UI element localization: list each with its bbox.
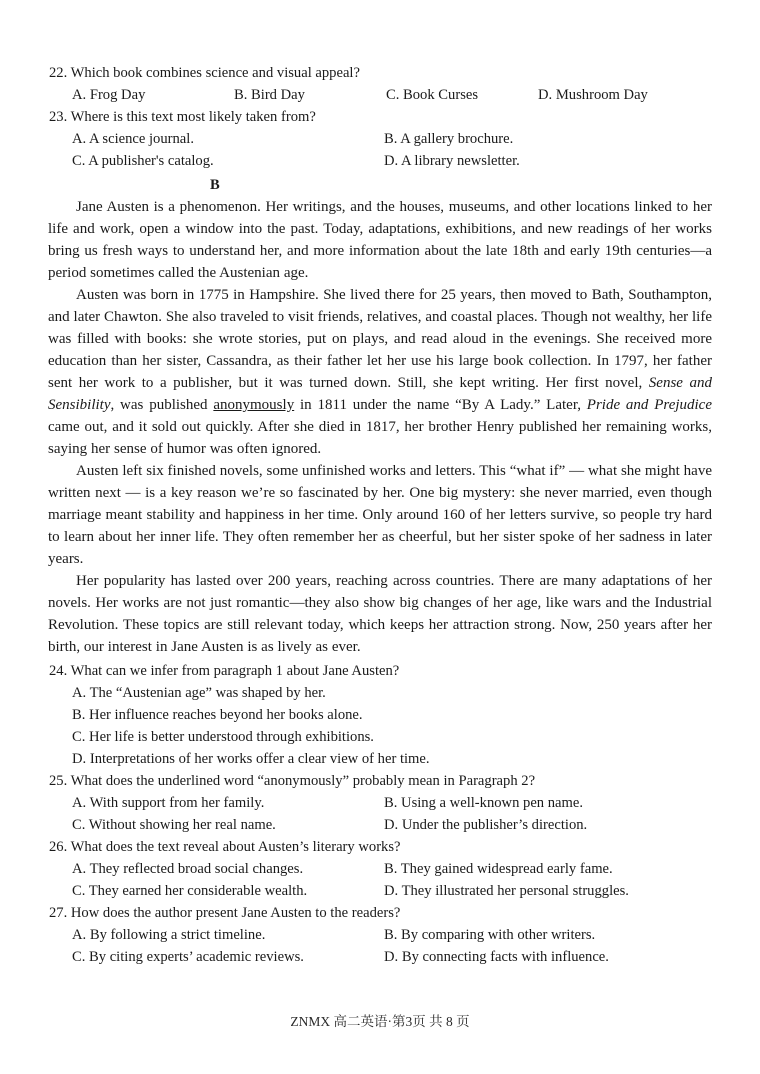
question-25-stem: 25. What does the underlined word “anonymously” probably mean in Paragraph 2?	[49, 773, 536, 789]
option-row	[72, 128, 712, 150]
option-a[interactable]: A. The “Austenian age” was shaped by her.	[72, 685, 326, 701]
option-b[interactable]: B. By comparing with other writers.	[384, 927, 596, 943]
passage-paragraph-4: Her popularity has lasted over 200 years, reaching across countries. There are many adaptations of her novels. Her works are not just romantic—they also show big changes of her age, like wars and the Industrial Revolution. These topics are still relevant today, which keeps her attraction strong. Now, 250 years after her birth, our interest in Jane Austen is as lively as ever.	[48, 573, 712, 655]
option-row	[72, 946, 712, 968]
question-27-options	[72, 924, 712, 968]
question-26-stem: 26. What does the text reveal about Austen’s literary works?	[49, 839, 401, 855]
question-22-options	[72, 84, 712, 106]
question-25	[48, 770, 712, 836]
option-d[interactable]: D. Mushroom Day	[538, 87, 648, 103]
question-24-stem: 24. What can we infer from paragraph 1 about Jane Austen?	[49, 663, 400, 679]
option-row	[72, 814, 712, 836]
option-d[interactable]: D. Interpretations of her works offer a clear view of her time.	[72, 751, 430, 767]
question-27-stem: 27. How does the author present Jane Austen to the readers?	[49, 905, 401, 921]
question-23	[48, 106, 712, 172]
option-b[interactable]: B. They gained widespread early fame.	[384, 861, 613, 877]
option-b[interactable]: B. Using a well-known pen name.	[384, 795, 584, 811]
option-c[interactable]: C. Her life is better understood through exhibitions.	[72, 729, 374, 745]
question-23-stem: 23. Where is this text most likely taken from?	[49, 109, 316, 125]
option-c[interactable]: C. Without showing her real name.	[72, 817, 276, 833]
option-b[interactable]: B. A gallery brochure.	[384, 131, 514, 147]
option-c[interactable]: C. They earned her considerable wealth.	[72, 883, 308, 899]
question-26-options	[72, 858, 712, 902]
passage-paragraph-3: Austen left six finished novels, some unfinished works and letters. This “what if” — what she might have written next — is a key reason we’re so fascinated by her. One big mystery: she never married, even though marriage meant stability and happiness in her time. Only around 160 of her letters survive, so people try hard to learn about her inner life. They often remember her as cheerful, but her sister spoke of her sadness in later years.	[48, 463, 712, 567]
option-d[interactable]: D. A library newsletter.	[384, 153, 520, 169]
option-c[interactable]: C. By citing experts’ academic reviews.	[72, 949, 304, 965]
passage-paragraph-2: Austen was born in 1775 in Hampshire. She lived there for 25 years, then moved to Bath, Southampton, and later Chawton. She also traveled to visit friends, relatives, and coastal places. Though not wealthy, her life was filled with books: she wrote stories, put on plays, and read aloud in the evenings. She received more education than her sister, Cassandra, as their father let her use his large book collection. In 1797, her father sent her work to a publisher, but it was turned down. Still, she kept writing. Her first novel, Sense and Sensibility, was published anonymously in 1811 under the name “By A Lady.” Later, Pride and Prejudice came out, and it sold out quickly. After she died in 1817, her brother Henry published her remaining works, saying her sense of humor was often ignored.	[48, 287, 712, 457]
option-row	[72, 150, 712, 172]
option-row	[72, 748, 712, 770]
option-a[interactable]: A. A science journal.	[72, 131, 194, 147]
option-c[interactable]: C. Book Curses	[386, 87, 479, 103]
question-22-stem: 22. Which book combines science and visual appeal?	[49, 65, 360, 81]
option-row	[72, 792, 712, 814]
option-row	[72, 880, 712, 902]
question-22	[48, 62, 712, 106]
passage-body	[48, 196, 712, 658]
question-25-options	[72, 792, 712, 836]
option-c[interactable]: C. A publisher's catalog.	[72, 153, 214, 169]
question-27	[48, 902, 712, 968]
question-24-options	[72, 682, 712, 770]
option-row	[72, 924, 712, 946]
passage-section-letter: B	[210, 177, 220, 193]
option-row	[72, 682, 712, 704]
question-26	[48, 836, 712, 902]
option-b[interactable]: B. Bird Day	[234, 87, 305, 103]
option-row	[72, 858, 712, 880]
option-d[interactable]: D. Under the publisher’s direction.	[384, 817, 588, 833]
option-row	[72, 704, 712, 726]
option-a[interactable]: A. They reflected broad social changes.	[72, 861, 304, 877]
page-content	[48, 62, 712, 968]
option-row	[72, 726, 712, 748]
page-footer	[0, 1012, 760, 1032]
question-24	[48, 660, 712, 770]
option-a[interactable]: A. By following a strict timeline.	[72, 927, 266, 943]
option-d[interactable]: D. They illustrated her personal struggles.	[384, 883, 629, 899]
question-23-options	[72, 128, 712, 172]
option-b[interactable]: B. Her influence reaches beyond her books alone.	[72, 707, 363, 723]
option-a[interactable]: A. Frog Day	[72, 87, 146, 103]
option-a[interactable]: A. With support from her family.	[72, 795, 265, 811]
option-row	[72, 84, 712, 106]
footer-text: ZNMX 高二英语·第3页 共 8 页	[290, 1014, 470, 1029]
option-d[interactable]: D. By connecting facts with influence.	[384, 949, 609, 965]
passage-paragraph-1: Jane Austen is a phenomenon. Her writings, and the houses, museums, and other locations linked to her life and work, open a window into the past. Today, adaptations, exhibitions, and new readings of her works bring us fresh ways to understand her, and more information about the late 18th and early 19th centuries—a period sometimes called the Austenian age.	[48, 199, 712, 281]
